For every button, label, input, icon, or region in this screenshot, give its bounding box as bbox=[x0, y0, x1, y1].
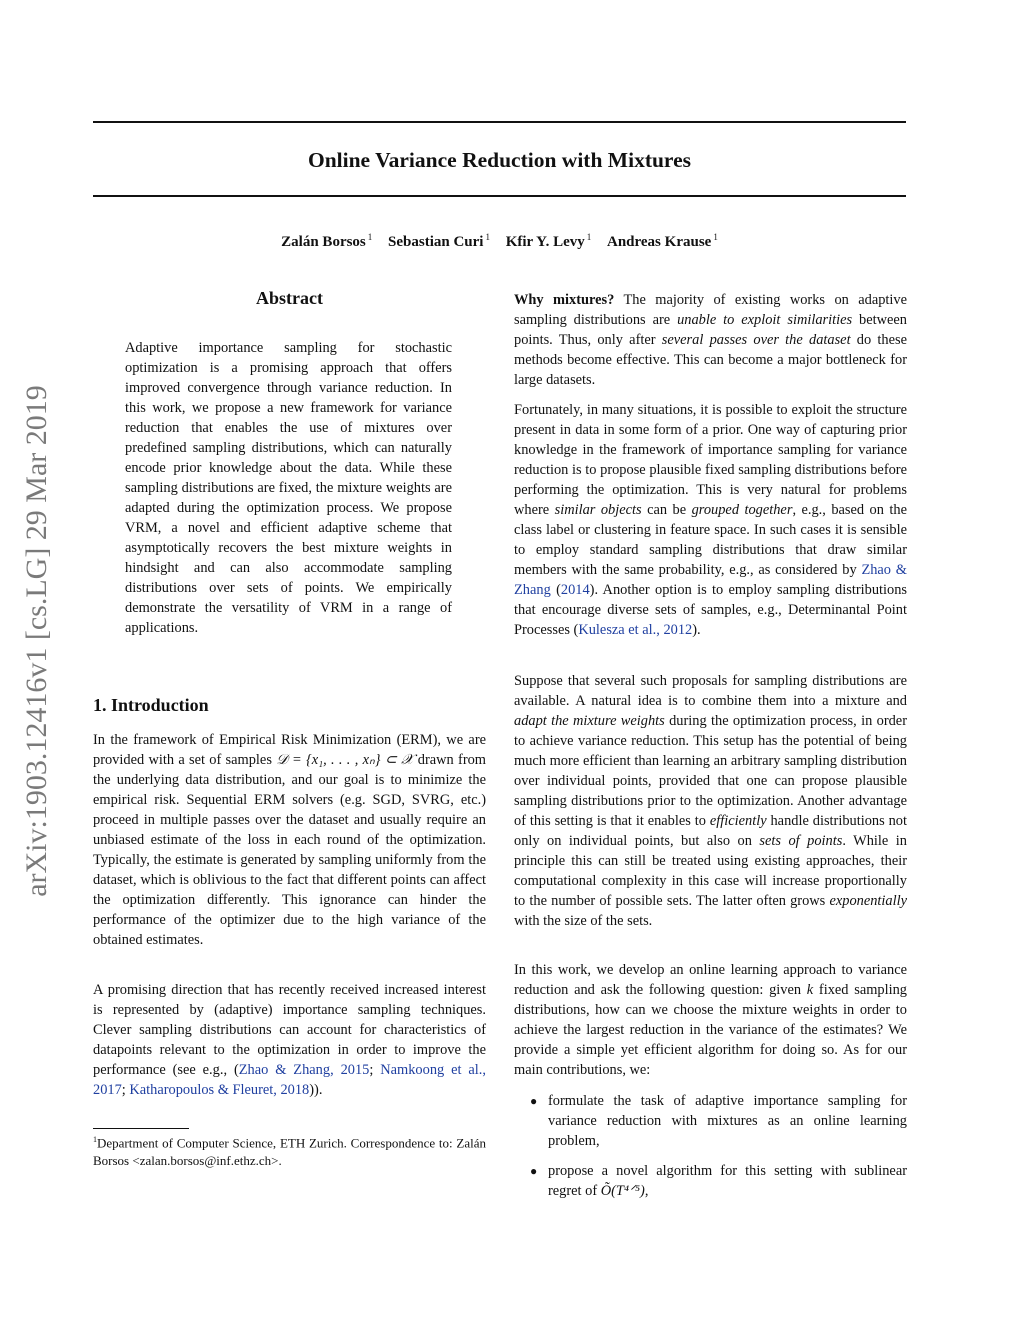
author-affiliation-mark: 1 bbox=[367, 232, 373, 242]
title-bottom-rule bbox=[93, 195, 906, 197]
arxiv-sidebar-stamp: arXiv:1903.12416v1 [cs.LG] 29 Mar 2019 bbox=[20, 385, 53, 897]
citation-year-link[interactable]: 2014 bbox=[560, 582, 590, 598]
body-paragraph: In this work, we develop an online learning approach to variance reduction and ask the following question: given k fixed sampling distributions, how can we choose the mixture weights in order to achieve the largest reduction in the variance of the estimates? We provide a simple yet efficient algorithm for doing so. As for our main contributions, we: bbox=[514, 962, 908, 1078]
body-paragraph: Why mixtures? The majority of existing works on adaptive sampling distributions are unable to exploit similarities between points. Thus, only after several passes over the dataset do these methods become effective. This can become a major bottleneck for large datasets. bbox=[514, 292, 908, 388]
citation-link[interactable]: Namkoong et al., 2017 bbox=[93, 1062, 486, 1098]
citation-link[interactable]: Zhao & Zhang bbox=[514, 562, 907, 598]
math-inline: 𝒟 = {x₁, . . . , xₙ} ⊂ 𝒳 bbox=[276, 752, 414, 768]
author-affiliation-mark: 1 bbox=[713, 232, 718, 242]
bullet-icon: ● bbox=[530, 1094, 538, 1108]
author-list bbox=[93, 232, 906, 251]
author bbox=[506, 234, 592, 250]
intro-paragraph: In the framework of Empirical Risk Minimization (ERM), we are provided with a set of samples 𝒟 = {x₁, . . . , xₙ} ⊂ 𝒳 drawn from the underlying data distribution, and our goal is to minimize the empirical risk. Sequential ERM solvers (e.g. SGD, SVRG, etc.) proceed in multiple passes over the dataset and usually require an unbiased estimate of the loss in each round of the optimization. Typically, the estimate is generated by sampling uniformly from the dataset, which is oblivious to the fact that different points can affect the optimization differently. This ignorance can hinder the performance of the optimizer due to the high variance of the obtained estimates. bbox=[93, 732, 487, 948]
author-name: Zalán Borsos bbox=[281, 234, 366, 250]
footnote bbox=[93, 1131, 486, 1170]
author-affiliation-mark: 1 bbox=[586, 232, 592, 242]
list-item: ● formulate the task of adaptive importance sampling for variance reduction with mixtures as an online learning problem, bbox=[530, 1093, 907, 1149]
section-heading-introduction: 1. Introduction bbox=[93, 695, 209, 715]
contribution-list bbox=[514, 1091, 907, 1211]
author-affiliation-mark: 1 bbox=[485, 232, 490, 242]
author-name: Kfir Y. Levy bbox=[505, 234, 585, 250]
math-inline: Õ(T⁴ᐟ⁵) bbox=[600, 1183, 645, 1199]
footnote-rule bbox=[93, 1128, 189, 1129]
citation-link[interactable]: Zhao & Zhang, 2015 bbox=[238, 1062, 370, 1078]
footnote-mark: 1 bbox=[93, 1135, 97, 1144]
abstract-body: Adaptive importance sampling for stochastic optimization is a promising approach that offers improved convergence through variance reduction. In this work, we propose a new framework for variance reduction that enables the use of mixtures over predefined sampling distributions, which can naturally encode prior knowledge about the data. While these sampling distributions are fixed, the mixture weights are adapted during the optimization process. We propose VRM, a novel and efficient adaptive scheme that asymptotically recovers the best mixture weights in hindsight and can also accommodate sampling distributions over sets of points. We empirically demonstrate the versatility of VRM in a range of applications. bbox=[125, 340, 452, 636]
math-inline: k bbox=[806, 982, 814, 998]
footnote-text: Department of Computer Science, ETH Zurich. Correspondence to: Zalán Borsos <zalan.borsos@inf.ethz.ch>. bbox=[93, 1135, 486, 1169]
intro-paragraph: A promising direction that has recently received increased interest is represented by (adaptive) importance sampling techniques. Clever sampling distributions can account for characteristics of datapoints relevant to the optimization in order to improve the performance (see e.g., (Zhao & Zhang, 2015; Namkoong et al., 2017; Katharopoulos & Fleuret, 2018)). bbox=[93, 982, 486, 1098]
author bbox=[607, 234, 718, 250]
abstract-heading: Abstract bbox=[256, 288, 323, 308]
author-name: Sebastian Curi bbox=[388, 234, 484, 250]
author-name: Andreas Krause bbox=[607, 234, 712, 250]
citation-link[interactable]: Kulesza et al., 2012 bbox=[578, 622, 693, 638]
paragraph-lead: Why mixtures? bbox=[514, 292, 615, 308]
author bbox=[281, 234, 372, 250]
citation-link[interactable]: Katharopoulos & Fleuret, 2018 bbox=[129, 1082, 310, 1098]
title-top-rule bbox=[93, 121, 906, 123]
list-item: ● propose a novel algorithm for this setting with sublinear regret of Õ(T⁴ᐟ⁵), bbox=[530, 1163, 907, 1199]
paper-title: Online Variance Reduction with Mixtures bbox=[307, 148, 692, 172]
body-paragraph: Suppose that several such proposals for sampling distributions are available. A natural idea is to combine them into a mixture and adapt the mixture weights during the optimization process, in order to achieve variance reduction. This setup has the potential of being much more efficient than learning an arbitrary sampling distribution over individual points, provided that one can propose plausible sampling distributions prior to the optimization. Another advantage of this setting is that it enables to efficiently handle distributions not only on individual points, but also on sets of points. While in principle this can still be treated using existing approaches, their computational complexity in this case will increase proportionally to the number of possible sets. The latter often grows exponentially with the size of the sets. bbox=[514, 673, 907, 929]
bullet-icon: ● bbox=[530, 1164, 538, 1178]
author bbox=[388, 234, 490, 250]
body-paragraph: Fortunately, in many situations, it is possible to exploit the structure present in data in some form of a prior. One way of capturing prior knowledge in the framework of importance sampling for variance reduction is to propose plausible fixed sampling distributions before performing the optimization. This is very natural for problems where similar objects can be grouped together, e.g., based on the class label or clustering in feature space. In such cases it is sensible to employ standard sampling distributions that draw similar members with the same probability, e.g., as considered by Zhao & Zhang (2014). Another option is to employ sampling distributions that encourage diverse sets of samples, e.g., Determinantal Point Processes (Kulesza et al., 2012). bbox=[514, 402, 908, 638]
